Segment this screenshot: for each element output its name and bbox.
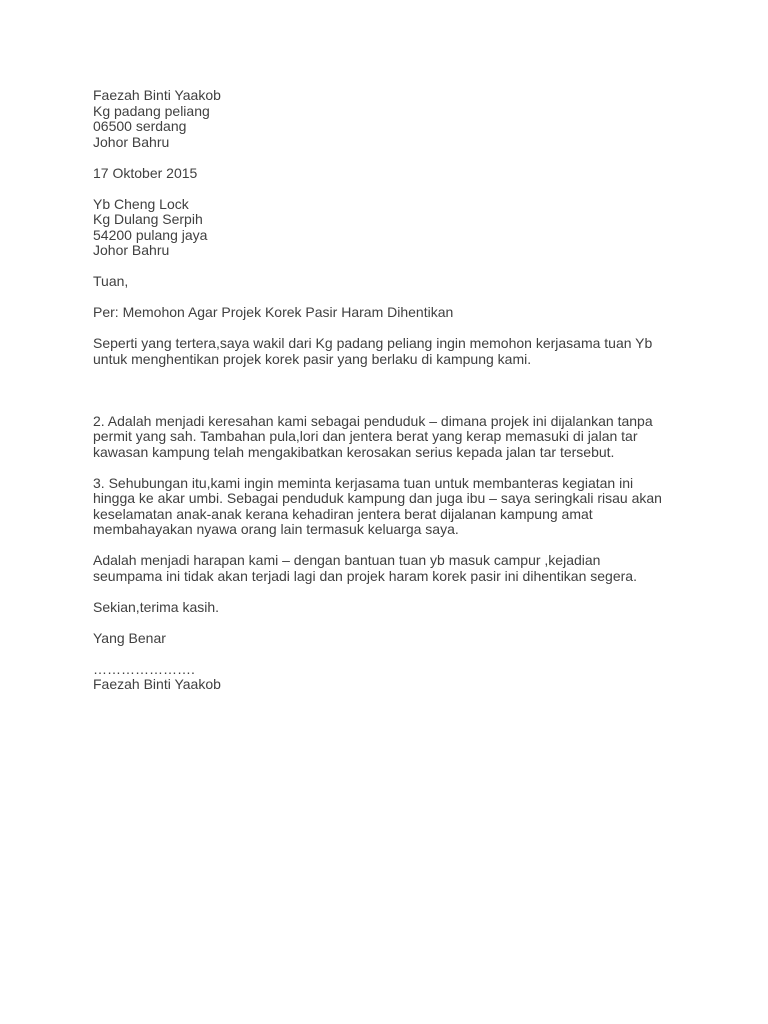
recipient-address-line: Johor Bahru [93, 242, 170, 258]
paragraph-hope [93, 553, 693, 584]
subject-line: Per: Memohon Agar Projek Korek Pasir Haram Dihentikan [93, 304, 454, 320]
spacer [93, 290, 693, 306]
spacer [93, 615, 693, 631]
paragraph-line: keselamatan anak-anak kerana kehadiran jentera berat dijalanan kampung amat [93, 505, 593, 522]
spacer [93, 367, 693, 414]
paragraph-line: kawasan kampung telah mengakibatkan kerosakan serius kepada jalan tar tersebut. [93, 443, 615, 460]
paragraph-line: membahayakan nyawa orang lain termasuk keluarga saya. [93, 521, 459, 537]
signoff-text: Yang Benar [93, 629, 166, 646]
signoff-block [93, 631, 693, 647]
paragraph-intro [93, 336, 693, 367]
spacer [93, 150, 693, 166]
spacer [93, 259, 693, 275]
paragraph-line: seumpama ini tidak akan terjadi lagi dan projek haram korek pasir ini dihentikan segera. [93, 567, 637, 584]
recipient-address-line: 54200 pulang jaya [93, 226, 208, 243]
paragraph-2 [93, 414, 693, 461]
signature-name: Faezah Binti Yaakob [93, 676, 221, 692]
signature-line: …………………. [93, 660, 195, 677]
date-block [93, 166, 693, 182]
sender-address-line: Johor Bahru [93, 133, 170, 150]
recipient-address-line: Kg Dulang Serpih [93, 211, 203, 227]
paragraph-line: hingga ke akar umbi. Sebagai penduduk kampung dan juga ibu – saya seringkali risau akan [93, 490, 662, 506]
paragraph-line: Adalah menjadi harapan kami – dengan bantuan tuan yb masuk campur ,kejadian [93, 552, 601, 568]
closing-block [93, 600, 693, 616]
sender-address-line: 06500 serdang [93, 118, 187, 134]
recipient-block [93, 197, 693, 259]
paragraph-line: untuk menghentikan projek korek pasir yang berlaku di kampung kami. [93, 350, 532, 367]
spacer [93, 646, 693, 662]
spacer [93, 460, 693, 476]
paragraph-line: 3. Sehubungan itu,kami ingin meminta kerjasama tuan untuk membanteras kegiatan ini [93, 474, 634, 491]
subject-block [93, 305, 693, 321]
sender-block [93, 88, 693, 150]
spacer [93, 538, 693, 554]
spacer [93, 584, 693, 600]
letter-date: 17 Oktober 2015 [93, 164, 198, 181]
salutation-block [93, 274, 693, 290]
spacer [93, 181, 693, 197]
paragraph-line: Seperti yang tertera,saya wakil dari Kg padang peliang ingin memohon kerjasama tuan Yb [93, 335, 653, 351]
sender-address-line: Kg padang peliang [93, 102, 210, 119]
signature-block [93, 662, 693, 693]
sender-name: Faezah Binti Yaakob [93, 87, 221, 103]
spacer [93, 321, 693, 337]
salutation: Tuan, [93, 273, 129, 289]
paragraph-line: 2. Adalah menjadi keresahan kami sebagai penduduk – dimana projek ini dijalankan tanpa [93, 412, 653, 429]
paragraph-3 [93, 476, 693, 538]
letter [93, 88, 693, 693]
paragraph-line: permit yang sah. Tambahan pula,lori dan jentera berat yang kerap memasuki di jalan tar [93, 428, 638, 444]
closing-text: Sekian,terima kasih. [93, 598, 220, 615]
recipient-name: Yb Cheng Lock [93, 195, 189, 212]
